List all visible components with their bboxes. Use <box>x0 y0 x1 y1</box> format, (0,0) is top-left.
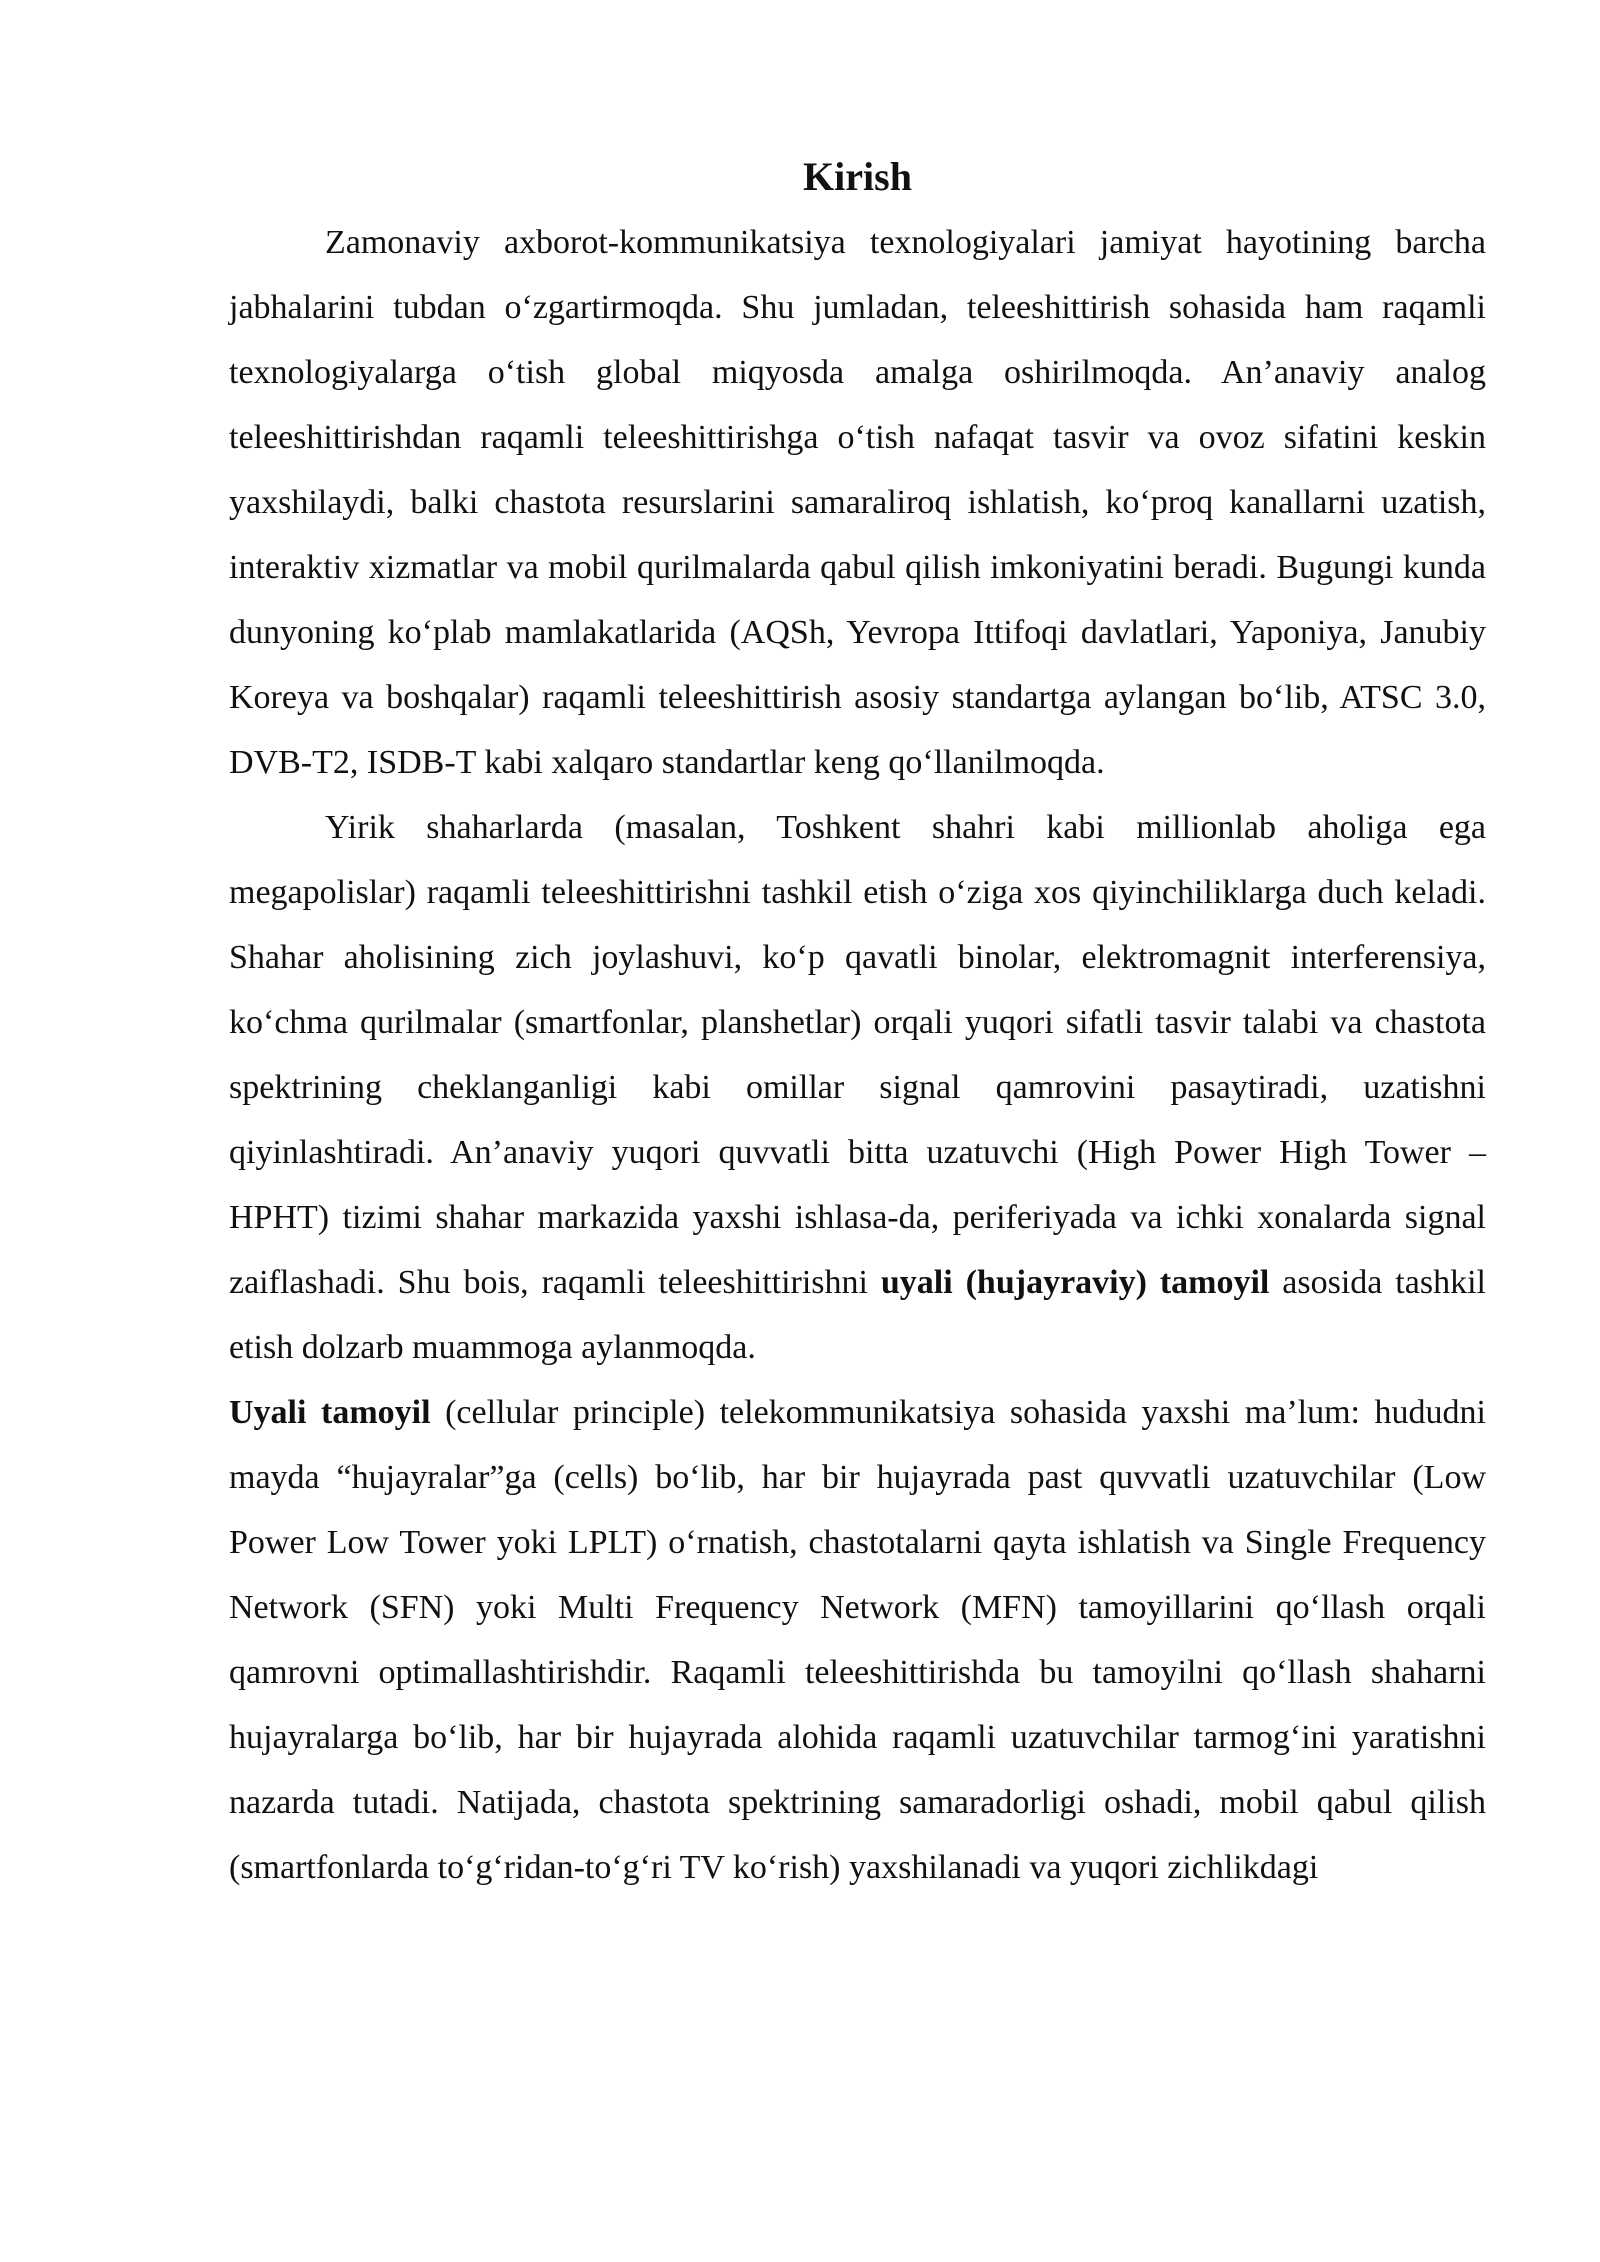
paragraph-text: Zamonaviy axborot-kommunikatsiya texnologiyalari jamiyat hayotining barcha jabhalarini tubdan o‘zgartirmoqda. Shu jumladan, teleeshittirish sohasida ham raqamli texnologiyalarga o‘tish global miqyosda amalga oshirilmoqda. An’anaviy analog teleeshittirishdan raqamli teleeshittirishga o‘tish nafaqat tasvir va ovoz sifatini keskin yaxshilaydi, balki chastota resurslarini samaraliroq ishlatish, ko‘proq kanallarni uzatish, interaktiv xizmatlar va mobil qurilmalarda qabul qilish imkoniyatini beradi. Bugungi kunda dunyoning ko‘plab mamlakatlarida (AQSh, Yevropa Ittifoqi davlatlari, Yaponiya, Janubiy Koreya va boshqalar) raqamli teleeshittirish asosiy standartga aylangan bo‘lib, ATSC 3.0, DVB-T2, ISDB-T kabi xalqaro standartlar keng qo‘llanilmoqda. <box>229 224 1486 781</box>
document-body <box>229 148 1486 1900</box>
paragraph-intro <box>229 210 1486 795</box>
bold-term-uyali-tamoyil: Uyali tamoyil <box>229 1394 431 1431</box>
paragraph-text: asosida tashkil etish dolzarb muammoga aylanmoqda. <box>229 1264 1486 1366</box>
paragraph-text: Yirik shaharlarda (masalan, Toshkent shahri kabi millionlab aholiga ega megapolislar) raqamli teleeshittirishni tashkil etish o‘ziga xos qiyinchiliklarga duch keladi. Shahar aholisining zich joylashuvi, ko‘p qavatli binolar, elektromagnit interferensiya, ko‘chma qurilmalar (smartfonlar, planshetlar) orqali yuqori sifatli tasvir talabi va chastota spektrining cheklanganligi kabi omillar signal qamrovini pasaytiradi, uzatishni qiyinlashtiradi. An’anaviy yuqori quvvatli bitta uzatuvchi (High Power High Tower – HPHT) tizimi shahar markazida yaxshi ishlasa-da, periferiyada va ichki xonalarda signal zaiflashadi. Shu bois, raqamli teleeshittirishni <box>229 809 1486 1301</box>
page-title: Kirish <box>803 154 912 199</box>
paragraph-urban-challenges <box>229 795 1486 1380</box>
paragraph-cellular-principle <box>229 1380 1486 1900</box>
bold-term-cellular-principle: uyali (hujayraviy) tamoyil <box>880 1264 1270 1301</box>
paragraph-text: (cellular principle) telekommunikatsiya sohasida yaxshi ma’lum: hududni mayda “hujayralar”ga (cells) bo‘lib, har bir hujayrada past quvvatli uzatuvchilar (Low Power Low Tower yoki LPLT) o‘rnatish, chastotalarni qayta ishlatish va Single Frequency Network (SFN) yoki Multi Frequency Network (MFN) tamoyillarini qo‘llash orqali qamrovni optimallashtirishdir. Raqamli teleeshittirishda bu tamoyilni qo‘llash shaharni hujayralarga bo‘lib, har bir hujayrada alohida raqamli uzatuvchilar tarmog‘ini yaratishni nazarda tutadi. Natijada, chastota spektrining samaradorligi oshadi, mobil qabul qilish (smartfonlarda to‘g‘ridan-to‘g‘ri TV ko‘rish) yaxshilanadi va yuqori zichlikdagi <box>229 1394 1486 1886</box>
